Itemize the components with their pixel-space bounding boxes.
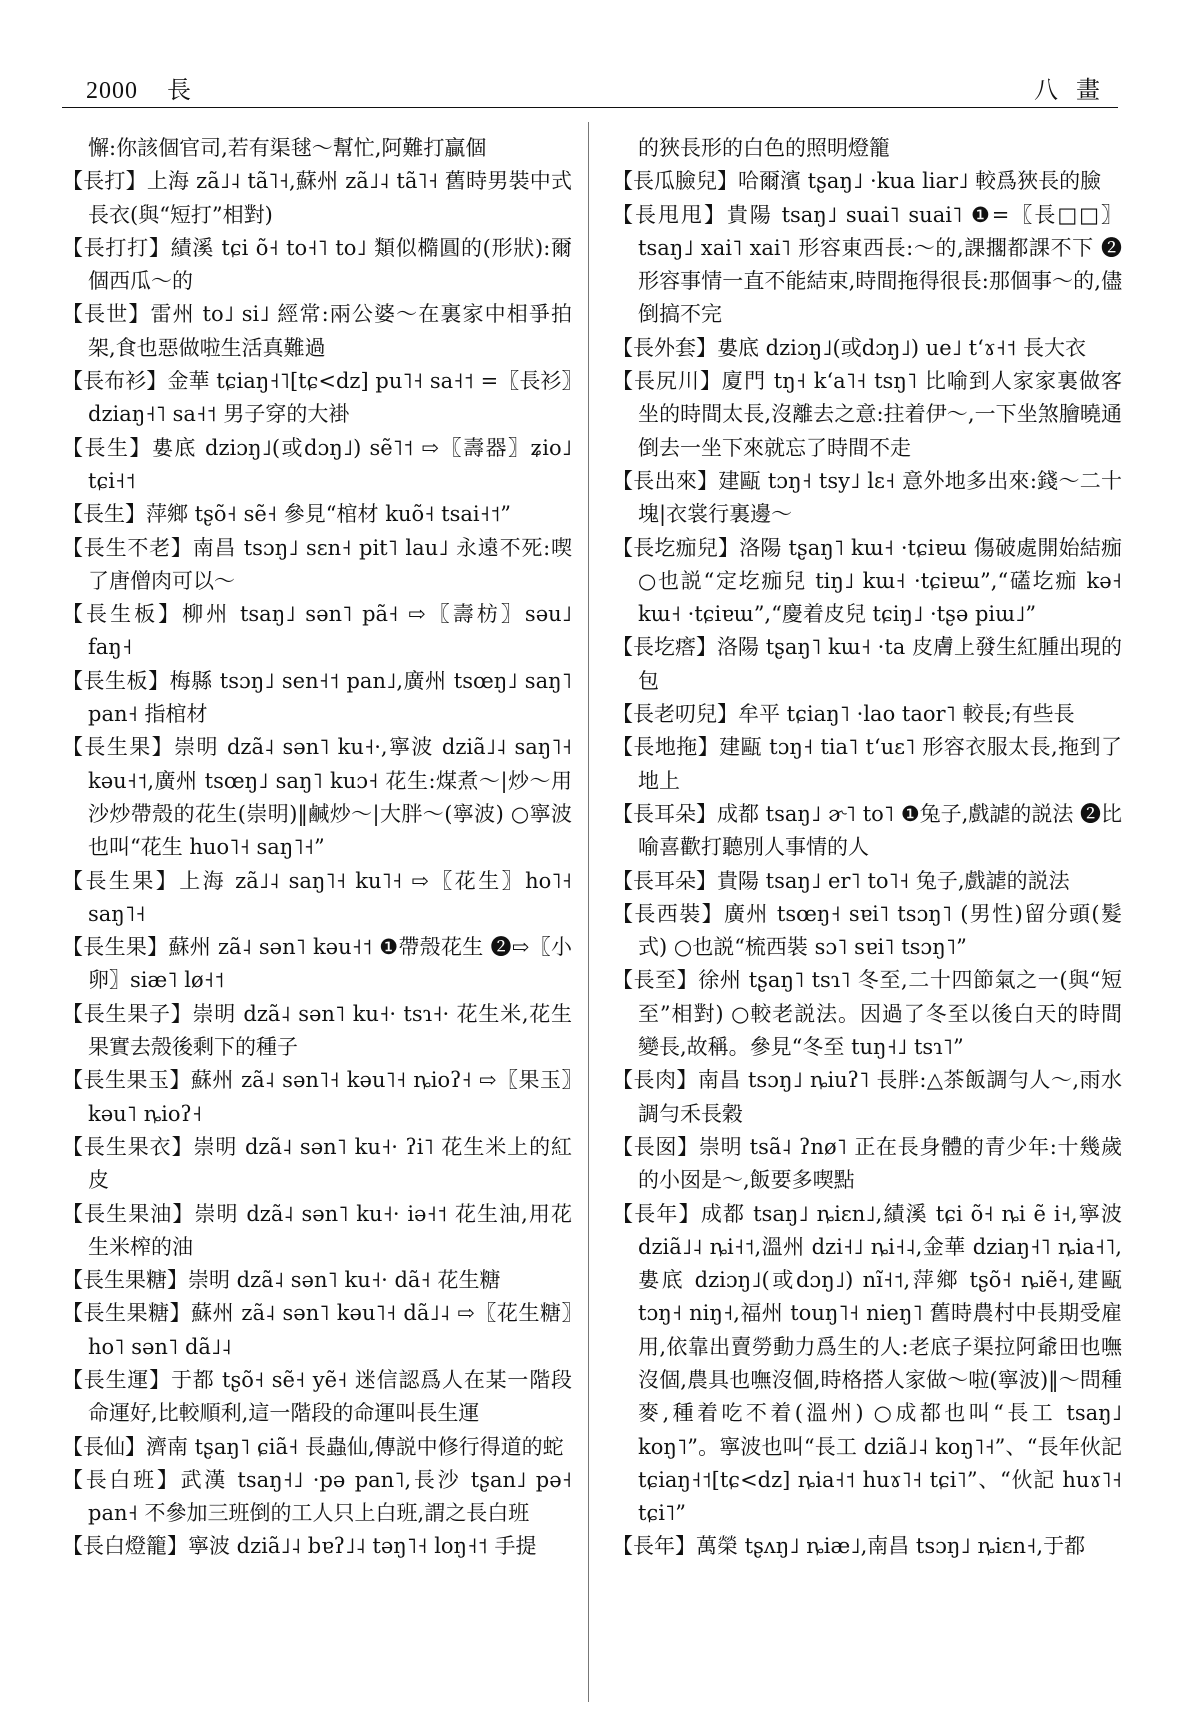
- column-divider: [588, 122, 589, 1702]
- dictionary-entry: 的狹長形的白色的照明燈籠: [638, 136, 890, 160]
- right-column: [612, 132, 1122, 1564]
- dictionary-entry: 【長生】萍鄉 tʂõ˧ sẽ˧ 參見“棺材 kuõ˧ tsai˧˦”: [62, 502, 512, 527]
- dictionary-entry: 【長打打】績溪 tɕi õ˧ to˧˥ to˩ 類似橢圓的(形狀):爾個西瓜～的: [62, 235, 572, 294]
- dictionary-entry: 【長生板】梅縣 tsɔŋ˩ sen˧˦ pan˩,廣州 tsœŋ˩ saŋ˥ pan˧ 指棺材: [62, 668, 572, 727]
- dictionary-entry: 【長年】萬榮 tʂʌŋ˩ ȵiæ˩,南昌 tsɔŋ˩ ȵiɛn˧,于都: [612, 1534, 1086, 1559]
- page-header: [62, 60, 1118, 110]
- dictionary-entry: 【長囡】崇明 tsã˨ ʔnø˥ 正在長身體的青少年:十幾歲的小囡是～,飯要多喫點: [612, 1134, 1122, 1193]
- dictionary-entry: 【長布衫】金華 tɕiaŋ˧˥[tɕ<dz] pu˥˧ sa˧˦ =〖長衫〗dziaŋ˧˥ sa˧˦ 男子穿的大褂: [62, 369, 572, 427]
- dictionary-entry: 【長生】婁底 dziɔŋ˩(或dɔŋ˩) sẽ˥˦ ⇨〖壽器〗ʑio˩ tɕi˧˦: [62, 435, 572, 493]
- dictionary-entry: 【長圪瘩】洛陽 tʂaŋ˥ kɯ˧ ·ta 皮膚上發生紅腫出現的包: [612, 635, 1122, 693]
- left-column: [62, 132, 572, 1564]
- dictionary-entry: 【長生果衣】崇明 dzã˨ sən˥ ku˧· ʔi˥ 花生米上的紅皮: [62, 1134, 572, 1193]
- running-headword: 長: [167, 76, 191, 104]
- dictionary-entry: 【長生果】蘇州 zã˨ sən˥ kəu˧˦ ❶帶殼花生 ❷⇨〖小卵〗siæ˥ lø˧˦: [62, 935, 572, 993]
- dictionary-entry: 【長生果糖】蘇州 zã˨ sən˥ kəu˥˧ dã˩˨ ⇨〖花生糖〗ho˥ sən˥ dã˩˨: [62, 1301, 572, 1359]
- dictionary-entry: 【長生果油】崇明 dzã˨ sən˥ ku˧· iə˧˦ 花生油,用花生米榨的油: [62, 1201, 572, 1259]
- dictionary-entry: 【長出來】建甌 tɔŋ˧ tsy˩ lɛ˧ 意外地多出來:錢～二十塊|衣裳行裏邊～: [612, 468, 1122, 527]
- dictionary-entry: 【長生果】崇明 dzã˨ sən˥ ku˧·,寧波 dziã˩˨ saŋ˥˧ kəu˧˦,廣州 tsœŋ˩ saŋ˥ kuɔ˧ 花生:煤煮～|炒～用沙炒帶殼的花生(崇明)‖鹹炒～|大胖～(寧波) ○寧波也叫“花生 huo˥˧ saŋ˥˧”: [62, 735, 572, 860]
- dictionary-entry: 【長生果玉】蘇州 zã˨ sən˥˧ kəu˥˧ ȵioʔ˧ ⇨〖果玉〗kəu˥ ȵioʔ˧: [62, 1068, 572, 1126]
- dictionary-entry: 【長生果】上海 zã˩˨ saŋ˥˧ ku˥˧ ⇨〖花生〗ho˥˧ saŋ˥˧: [62, 868, 572, 926]
- dictionary-entry: 【長年】成都 tsaŋ˩ ȵiɛn˩,績溪 tɕi õ˧ ȵi ẽ i˧,寧波 dziã˩˨ ȵi˧˦,溫州 dzi˧˩ ȵi˧˨,金華 dziaŋ˧˥ ȵia˧˥,婁底 dziɔŋ˩(或dɔŋ˩) nĩ˧˦,萍鄉 tʂõ˧ ȵiẽ˧,建甌 tɔŋ˧ niŋ˧,福州 touŋ˥˧ nieŋ˥ 舊時農村中長期受雇用,依靠出賣勞動力爲生的人:老底子渠拉阿爺田也嘸沒個,農具也嘸沒個,時格搭人家做～啦(寧波)‖～問種麥,種着吃不着(溫州) ○成都也叫“長工 tsaŋ˩ koŋ˥”。寧波也叫“長工 dziã˩˨ koŋ˥˧”、“長年伙記 tɕiaŋ˧˦[tɕ<dz] ȵia˧˦ huɤ˥˧ tɕi˥”、“伙記 huɤ˥˧ tɕi˥”: [612, 1201, 1122, 1526]
- dictionary-entry: 【長白班】武漢 tsaŋ˧˩ ·pə pan˥,長沙 tʂan˩ pə˧ pan˧ 不參加三班倒的工人只上白班,謂之長白班: [62, 1467, 572, 1526]
- dictionary-entry: 【長肉】南昌 tsɔŋ˩ ȵiuʔ˥ 長胖:△茶飯調勻人～,雨水調勻禾長穀: [612, 1068, 1122, 1126]
- dictionary-entry: 【長生不老】南昌 tsɔŋ˩ sɛn˧ pit˥ lau˩ 永遠不死:喫了唐僧肉可以～: [62, 535, 572, 593]
- page-number: 2000: [86, 78, 138, 104]
- dictionary-entry: 【長打】上海 zã˩˨ tã˥˧,蘇州 zã˩˨ tã˥˧ 舊時男裝中式長衣(與“短打”相對): [62, 169, 572, 227]
- dictionary-entry: 【長瓜臉兒】哈爾濱 tʂaŋ˩ ·kua liar˩ 較爲狹長的臉: [612, 169, 1102, 194]
- dictionary-entry: 【長地拖】建甌 tɔŋ˧ tia˥ tʻuɛ˥ 形容衣服太長,拖到了地上: [612, 735, 1122, 793]
- section-title: 八畫: [1034, 76, 1118, 104]
- dictionary-entry: 【長西裝】廣州 tsœŋ˧ sɐi˥ tsɔŋ˥ (男性)留分頭(髮式) ○也説“梳西裝 sɔ˥ sɐi˥ tsɔŋ˥”: [612, 901, 1122, 960]
- dictionary-entry: 【長生運】于都 tʂõ˧ sẽ˧ yẽ˧ 迷信認爲人在某一階段命運好,比較順利,這一階段的命運叫長生運: [62, 1367, 572, 1426]
- dictionary-entry: 【長世】雷州 to˩ si˩ 經常:兩公婆～在裏家中相爭拍架,食也惡做啦生活真難過: [62, 302, 572, 360]
- dictionary-entry: 【長生板】柳州 tsaŋ˩ sən˥ pã˧ ⇨〖壽枋〗səu˩ faŋ˧: [62, 602, 572, 660]
- dictionary-entry: 【長至】徐州 tʂaŋ˥ tsɿ˥ 冬至,二十四節氣之一(與“短至”相對) ○較老説法。因過了冬至以後白天的時間變長,故稱。參見“冬至 tuŋ˧˩ tsɿ˥”: [612, 968, 1122, 1060]
- header-left: [86, 70, 191, 105]
- dictionary-entry: 【長圪痂兒】洛陽 tʂaŋ˥ kɯ˧ ·tɕiɐɯ 傷破處開始結痂 ○也説“定圪痂兒 tiŋ˩ kɯ˧ ·tɕiɐɯ”,“礚圪痂 kə˧ kɯ˧ ·tɕiɐɯ”,“慶着皮兒 tɕiŋ˩ ·tʂə piɯ˩”: [612, 535, 1122, 627]
- header-rule: [62, 107, 1118, 108]
- dictionary-entry: 【長甩甩】貴陽 tsaŋ˩ suai˥ suai˥ ❶=〖長□□〗tsaŋ˩ xai˥ xai˥ 形容東西長:～的,課擱都課不下 ❷形容事情一直不能結束,時間拖得很長:那個事～的,儘倒搞不完: [612, 202, 1122, 327]
- dictionary-entry: 【長尻川】廈門 tŋ˧ kʻa˥˧ tsŋ˥ 比喻到人家家裏做客坐的時間太長,沒離去之意:拄着伊～,一下坐煞膾曉通倒去一坐下來就忘了時間不走: [612, 369, 1122, 460]
- dictionary-entry: 懈:你該個官司,若有渠毬～幫忙,阿難打贏個: [88, 136, 487, 160]
- dictionary-entry: 【長外套】婁底 dziɔŋ˩(或dɔŋ˩) ue˩ tʻɤ˧˦ 長大衣: [612, 335, 1087, 360]
- dictionary-entry: 【長白燈籠】寧波 dziã˩˨ bɐʔ˩˨ təŋ˥˧ loŋ˧˦ 手提: [62, 1534, 537, 1559]
- dictionary-entry: 【長耳朵】成都 tsaŋ˩ ɚ˥ to˥ ❶兔子,戲謔的説法 ❷比喻喜歡打聽別人事情的人: [612, 801, 1122, 860]
- dictionary-entry: 【長生果子】崇明 dzã˨ sən˥ ku˧· tsɿ˧· 花生米,花生果實去殼後剩下的種子: [62, 1001, 572, 1060]
- dictionary-entry: 【長老叨兒】牟平 tɕiaŋ˥ ·lao taor˥ 較長;有些長: [612, 702, 1075, 727]
- dictionary-entry: 【長仙】濟南 tʂaŋ˥ ɕiã˧ 長蟲仙,傳説中修行得道的蛇: [62, 1434, 564, 1459]
- dictionary-entry: 【長耳朵】貴陽 tsaŋ˩ er˥ to˥˧ 兔子,戲謔的説法: [612, 868, 1070, 893]
- dictionary-entry: 【長生果糖】崇明 dzã˨ sən˥ ku˧· dã˧ 花生糖: [62, 1268, 501, 1293]
